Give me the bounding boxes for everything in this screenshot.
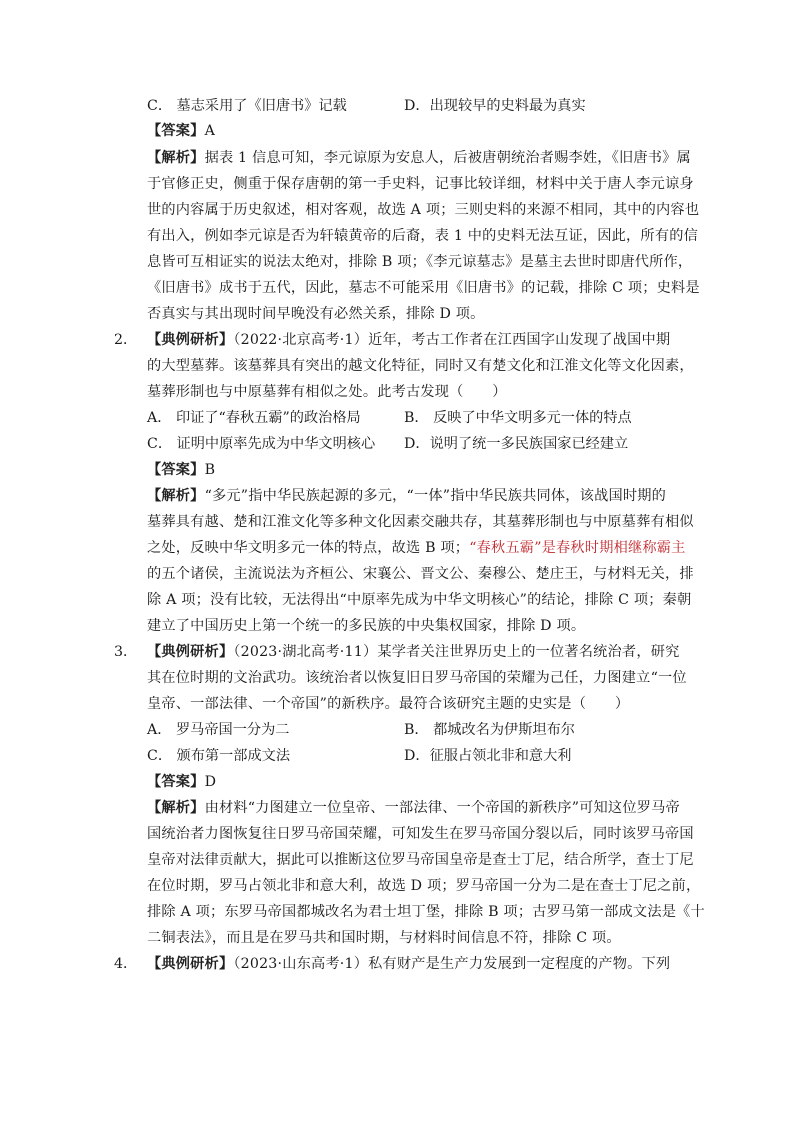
q2-analysis-line: 墓葬具有越、楚和江淮文化等多种文化因素交融共存，其墓葬形制也与中原墓葬有相似: [147, 514, 694, 530]
q1-answer: [147, 121, 215, 141]
q3-option-c: C． 颁布第一部成文法: [147, 748, 291, 764]
q2-option-d: D．说明了统一多民族国家已经建立: [404, 436, 629, 452]
q3-option-d: D．征服占领北非和意大利: [404, 748, 572, 764]
q2-analysis-line: 除 A 项；没有比较，无法得出“中原率先成为中华文明核心”的结论，排除 C 项；秦朝: [147, 592, 692, 608]
q1-analysis-line: 息皆可互相证实的说法太绝对，排除 B 项；《李元谅墓志》是墓主去世时即唐代所作，: [147, 254, 693, 270]
question-source: （2022·北京高考·1）: [233, 332, 369, 348]
q1-analysis-line: 世的内容属于历史叙述，相对客观，故选 A 项；三则史料的来源不相同，其中的内容也: [147, 202, 700, 218]
q3-analysis-line: 皇帝对法律贡献大，据此可以推断这位罗马帝国皇帝是查士丁尼，结合所学，查士丁尼: [147, 852, 694, 868]
q2-option-c: C． 证明中原率先成为中华文明核心: [147, 436, 376, 452]
q3-option-a: A． 罗马帝国一分为二: [147, 722, 290, 738]
q3-stem-line: [147, 642, 679, 662]
answer-value: A: [204, 123, 216, 139]
q3-stem-line: 其在位时期的文治武功。该统治者以恢复旧日罗马帝国的荣耀为己任，力图建立“一位: [147, 670, 687, 686]
q2-analysis-line: [147, 486, 666, 506]
q1-analysis-line: 有出入，例如李元谅是否为轩辕黄帝的后裔，表 1 中的史料无法互证，因此，所有的信: [147, 228, 698, 244]
stem-text: 近年，考古工作者在江西国字山发现了战国中期: [368, 332, 671, 348]
q3-stem-line: 皇帝、一部法律、一个帝国”的新秩序。最符合该研究主题的史实是（ ）: [147, 696, 630, 712]
q2-answer: [147, 460, 215, 480]
q1-option-c: C． 墓志采用了《旧唐书》记载: [147, 98, 347, 114]
q1-analysis-line: [147, 148, 691, 168]
q2-analysis-line: 建立了中国历史上第一个统一的多民族的中央集权国家，排除 D 项。: [147, 618, 586, 634]
q2-analysis-line: 的五个诸侯，主流说法为齐桓公、宋襄公、晋文公、秦穆公、楚庄王，与材料无关，排: [147, 566, 694, 582]
stem-text: 私有财产是生产力发展到一定程度的产物。下列: [368, 956, 671, 972]
q2-analysis-line: [147, 538, 686, 558]
q3-analysis-line: 国统治者力图恢复往日罗马帝国荣耀，可知发生在罗马帝国分裂以后，同时该罗马帝国: [147, 826, 694, 842]
analysis-label: 【解析】: [147, 150, 205, 166]
answer-value: D: [204, 774, 217, 790]
analysis-text: 之处，反映中华文明多元一体的特点，故选 B 项；: [147, 540, 470, 556]
answer-label: 【答案】: [147, 123, 205, 139]
q2-stem-line: 的大型墓葬。该墓葬具有突出的越文化特征，同时又有楚文化和江淮文化等文化因素，: [147, 358, 694, 374]
example-tag: 【典例研析】: [147, 332, 234, 348]
question-source: （2023·湖北高考·11）: [233, 644, 378, 660]
example-tag: 【典例研析】: [147, 956, 234, 972]
q4-stem-line: [147, 954, 670, 974]
stem-text: 某学者关注世界历史上的一位著名统治者，研究: [377, 644, 680, 660]
question-source: （2023·山东高考·1）: [233, 956, 369, 972]
analysis-text: 由材料“力图建立一位皇帝、一部法律、一个帝国的新秩序”可知这位罗马帝: [204, 800, 680, 816]
q2-stem-line: 墓葬形制也与中原墓葬有相似之处。此考古发现（ ）: [147, 384, 507, 400]
q3-analysis-line: [147, 798, 680, 818]
q1-analysis-line: 否真实与其出现时间早晚没有必然关系，排除 D 项。: [147, 306, 485, 322]
q1-option-d: D．出现较早的史料最为真实: [404, 98, 586, 114]
q2-number: 2．: [114, 332, 138, 348]
analysis-label: 【解析】: [147, 488, 205, 504]
q1-analysis-line: 《旧唐书》成书于五代，因此，墓志不可能采用《旧唐书》的记载，排除 C 项；史料是: [147, 280, 700, 296]
analysis-label: 【解析】: [147, 800, 205, 816]
q3-analysis-line: 排除 A 项；东罗马帝国都城改名为君士坦丁堡，排除 B 项；古罗马第一部成文法是《十: [147, 904, 705, 920]
highlighted-text: “春秋五霸”是春秋时期相继称霸主: [469, 540, 686, 556]
answer-label: 【答案】: [147, 462, 205, 478]
q4-number: 4．: [114, 956, 138, 972]
q1-analysis-line: 于官修正史，侧重于保存唐朝的第一手史料，记事比较详细，材料中关于唐人李元谅身: [147, 176, 694, 192]
answer-label: 【答案】: [147, 774, 205, 790]
q3-option-b: B． 都城改名为伊斯坦布尔: [404, 722, 575, 738]
example-tag: 【典例研析】: [147, 644, 234, 660]
analysis-text: 据表 1 信息可知，李元谅原为安息人，后被唐朝统治者赐李姓，《旧唐书》属: [204, 150, 691, 166]
q3-analysis-line: 二铜表法》，而且是在罗马共和国时期，与材料时间信息不符，排除 C 项。: [147, 930, 621, 946]
q2-stem-line: [147, 330, 670, 350]
answer-value: B: [204, 462, 216, 478]
q2-option-b: B． 反映了中华文明多元一体的特点: [404, 410, 632, 426]
q2-option-a: A． 印证了“春秋五霸”的政治格局: [147, 410, 361, 426]
q3-number: 3．: [114, 644, 138, 660]
q3-answer: [147, 772, 216, 792]
analysis-text: “多元”指中华民族起源的多元，“一体”指中华民族共同体，该战国时期的: [204, 488, 667, 504]
q3-analysis-line: 在位时期，罗马占领北非和意大利，故选 D 项；罗马帝国一分为二是在查士丁尼之前，: [147, 878, 701, 894]
